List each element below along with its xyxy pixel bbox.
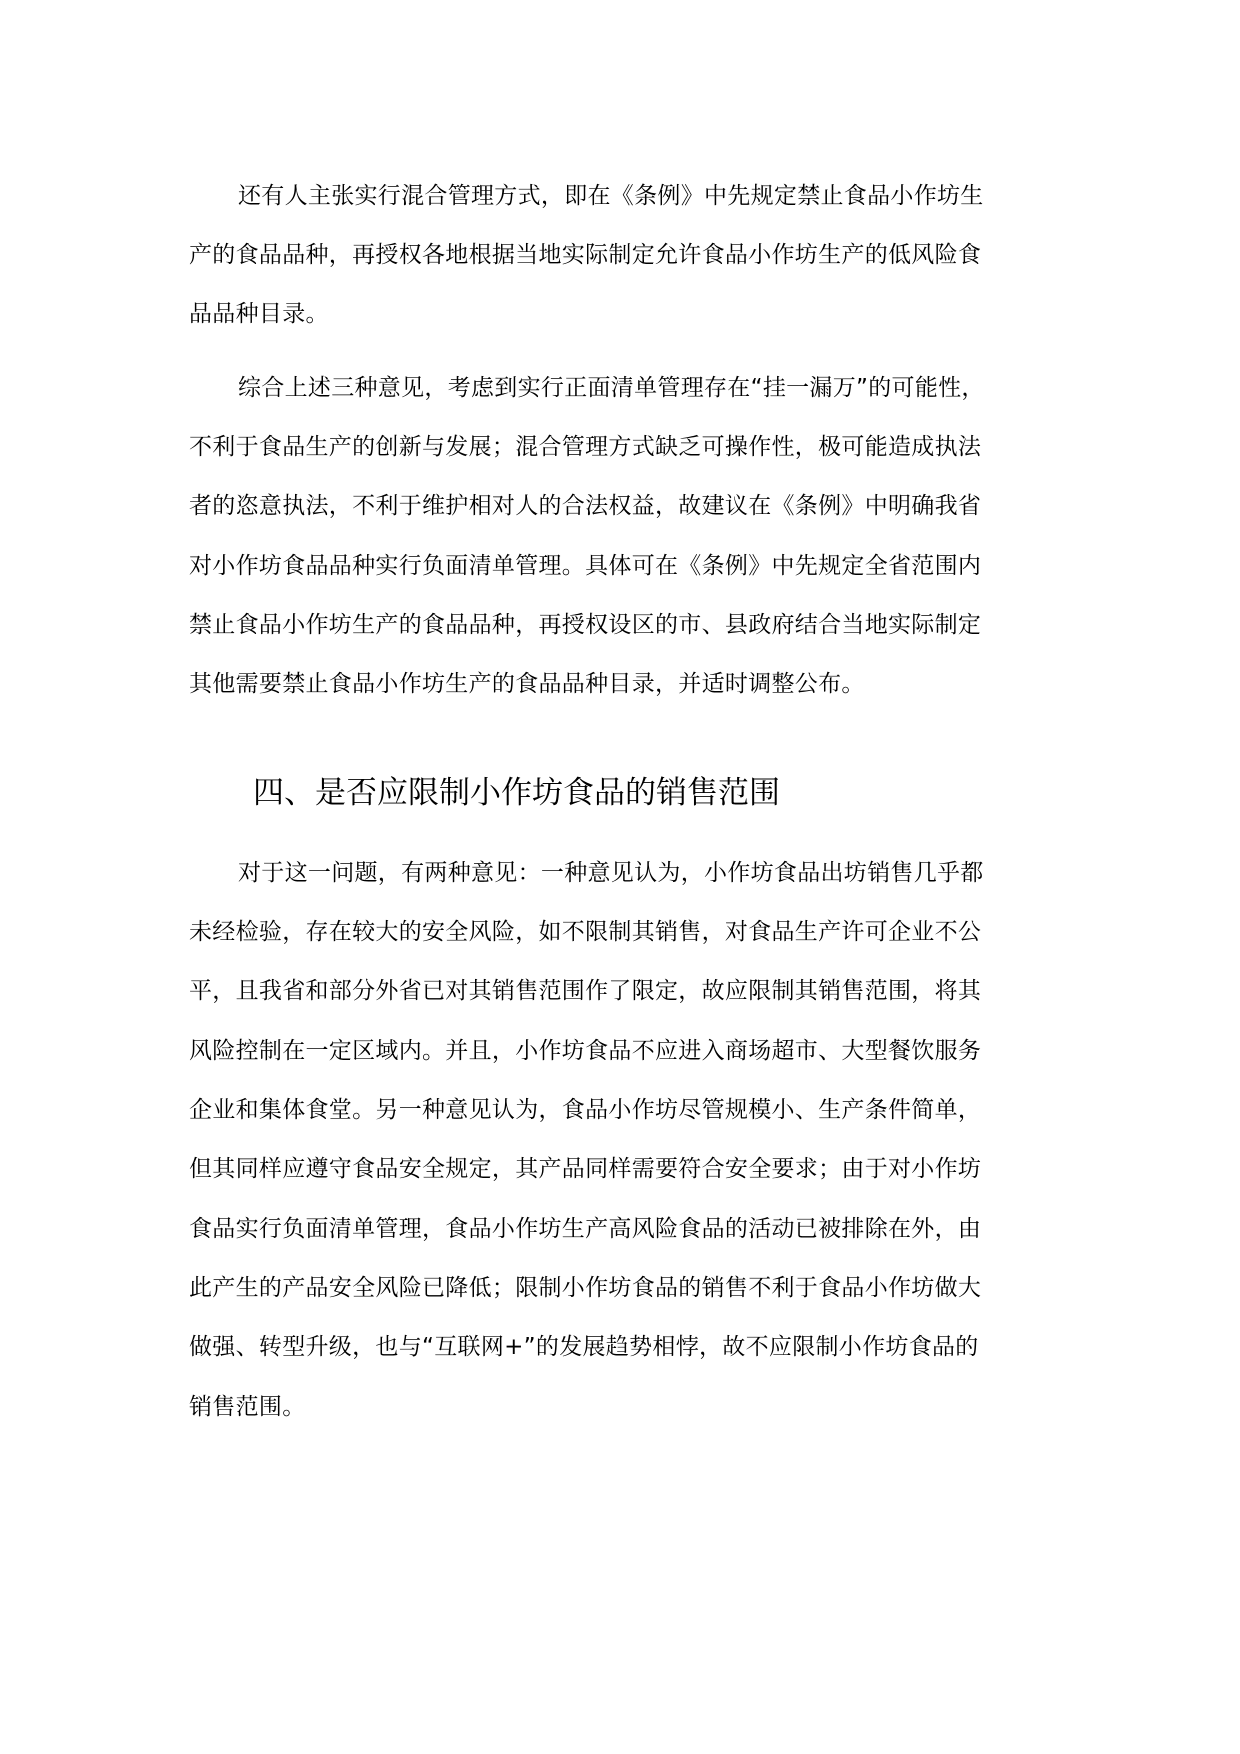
section-heading: 四、是否应限制小作坊食品的销售范围	[253, 775, 780, 811]
text-line: 做强、转型升级，也与“互联网+”的发展趋势相悖，故不应限制小作坊食品的	[189, 1334, 979, 1360]
text-line: 者的恣意执法，不利于维护相对人的合法权益，故建议在《条例》中明确我省	[189, 493, 982, 519]
text-line: 对小作坊食品品种实行负面清单管理。具体可在《条例》中先规定全省范围内	[189, 553, 982, 579]
text-line: 综合上述三种意见，考虑到实行正面清单管理存在“挂一漏万”的可能性，	[238, 375, 985, 401]
text-line: 平，且我省和部分外省已对其销售范围作了限定，故应限制其销售范围，将其	[189, 978, 982, 1004]
text-line: 其他需要禁止食品小作坊生产的食品品种目录，并适时调整公布。	[189, 671, 865, 697]
text-line: 但其同样应遵守食品安全规定，其产品同样需要符合安全要求；由于对小作坊	[189, 1156, 982, 1182]
text-line: 销售范围。	[189, 1394, 306, 1420]
text-line: 企业和集体食堂。另一种意见认为，食品小作坊尽管规模小、生产条件简单，	[189, 1097, 982, 1123]
text-line: 品品种目录。	[189, 301, 329, 327]
text-line: 禁止食品小作坊生产的食品品种，再授权设区的市、县政府结合当地实际制定	[189, 612, 982, 638]
text-line: 对于这一问题，有两种意见：一种意见认为，小作坊食品出坊销售几乎都	[238, 860, 984, 886]
text-line: 食品实行负面清单管理，食品小作坊生产高风险食品的活动已被排除在外，由	[189, 1216, 982, 1242]
text-line: 未经检验，存在较大的安全风险，如不限制其销售，对食品生产许可企业不公	[189, 919, 982, 945]
text-line: 不利于食品生产的创新与发展；混合管理方式缺乏可操作性，极可能造成执法	[189, 434, 982, 460]
text-line: 此产生的产品安全风险已降低；限制小作坊食品的销售不利于食品小作坊做大	[189, 1275, 982, 1301]
text-line: 还有人主张实行混合管理方式，即在《条例》中先规定禁止食品小作坊生	[238, 183, 984, 209]
text-line: 风险控制在一定区域内。并且，小作坊食品不应进入商场超市、大型餐饮服务	[189, 1038, 982, 1064]
text-line: 产的食品品种，再授权各地根据当地实际制定允许食品小作坊生产的低风险食	[189, 242, 982, 268]
